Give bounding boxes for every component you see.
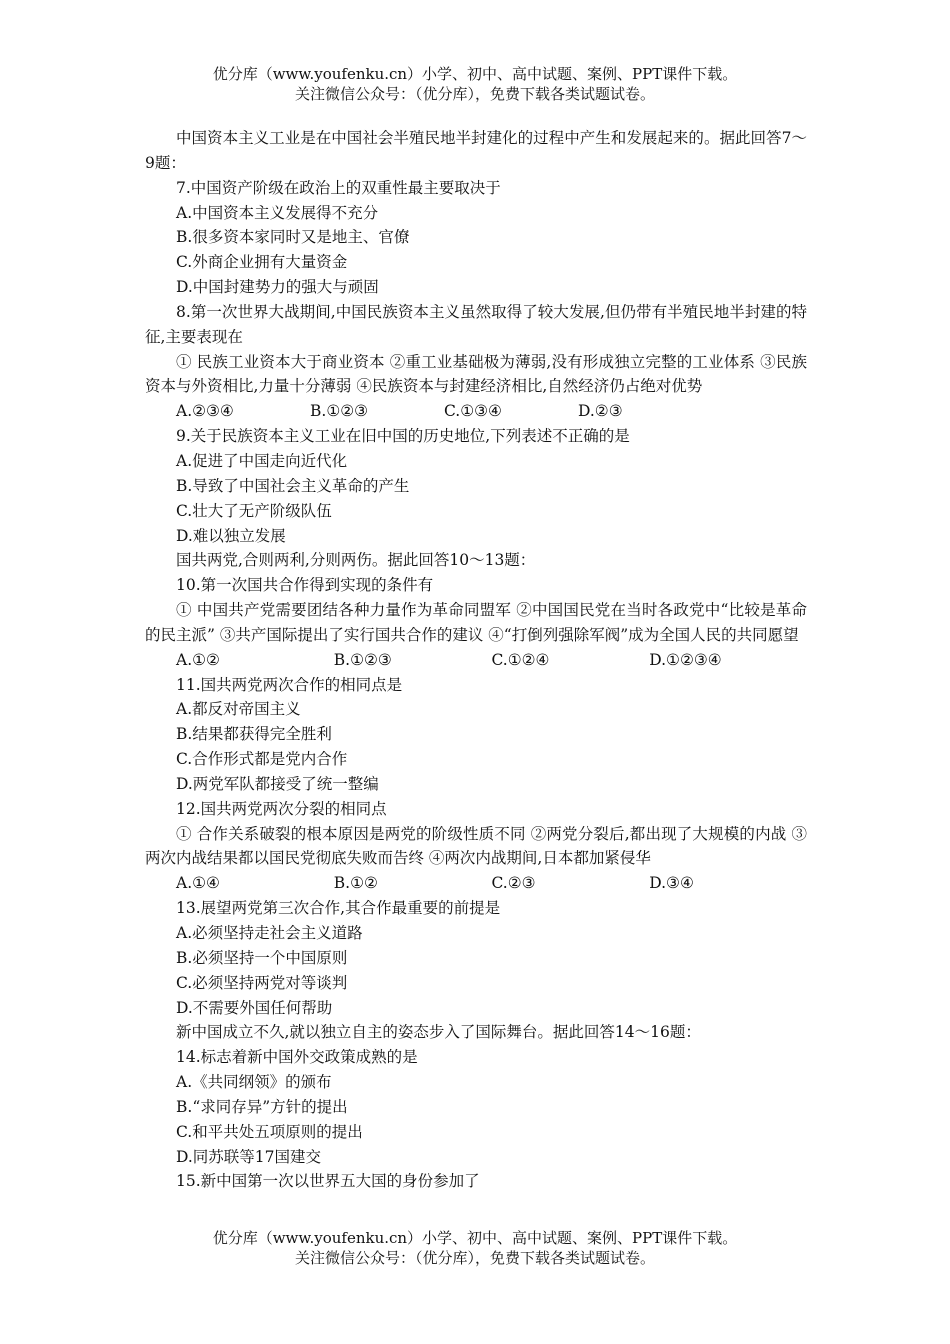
question-8-option-c: C.①③④	[444, 402, 502, 421]
question-14-stem: 14.标志着新中国外交政策成熟的是	[176, 1048, 418, 1067]
question-13-stem: 13.展望两党第三次合作,其合作最重要的前提是	[176, 899, 501, 918]
question-11-stem: 11.国共两党两次合作的相同点是	[176, 675, 403, 694]
footer-line-1: 优分库（www.youfenku.cn）小学、初中、高中试题、案例、PPT课件下载。	[212, 1229, 738, 1247]
question-14-option-b: B.“求同存异”方针的提出	[176, 1097, 348, 1116]
intro-7-9: 中国资本主义工业是在中国社会半殖民地半封建化的过程中产生和发展起来的。据此回答7～9题：	[145, 129, 807, 172]
question-10-option-d: D.①②③④	[649, 650, 722, 669]
question-10-items: ① 中国共产党需要团结各种力量作为革命同盟军 ②中国国民党在当时各政党中“比较是革命的民主派” ③共产国际提出了实行国共合作的建议 ④“打倒列强除军阀”成为全国人民的共同愿望	[145, 601, 807, 644]
question-10-stem: 10.第一次国共合作得到实现的条件有	[176, 576, 434, 595]
question-11-option-c: C.合作形式都是党内合作	[176, 750, 348, 769]
question-7-option-d: D.中国封建势力的强大与顽固	[176, 278, 379, 297]
question-9-stem: 9.关于民族资本主义工业在旧中国的历史地位,下列表述不正确的是	[176, 427, 630, 446]
question-12-options	[145, 871, 807, 896]
footer-line-2: 关注微信公众号：（优分库），免费下载各类试题试卷。	[294, 1249, 655, 1267]
question-11-option-a: A.都反对帝国主义	[176, 700, 301, 719]
question-8-option-b: B.①②③	[310, 402, 369, 421]
question-14-option-a: A.《共同纲领》的颁布	[176, 1073, 332, 1092]
question-content	[145, 126, 807, 1194]
question-14-option-c: C.和平共处五项原则的提出	[176, 1122, 363, 1141]
question-11-option-d: D.两党军队都接受了统一整编	[176, 774, 379, 793]
question-8-stem: 8.第一次世界大战期间,中国民族资本主义虽然取得了较大发展,但仍带有半殖民地半封建的特征,主要表现在	[145, 302, 807, 346]
question-7-stem: 7.中国资产阶级在政治上的双重性最主要取决于	[176, 178, 501, 197]
question-11-option-b: B.结果都获得完全胜利	[176, 725, 332, 744]
question-14-option-d: D.同苏联等17国建交	[176, 1147, 322, 1166]
question-12-items: ① 合作关系破裂的根本原因是两党的阶级性质不同 ②两党分裂后,都出现了大规模的内战 ③两次内战结果都以国民党彻底失败而告终 ④两次内战期间,日本都加紧侵华	[145, 824, 807, 868]
question-13-option-c: C.必须坚持两党对等谈判	[176, 973, 348, 992]
question-10-option-c: C.①②④	[491, 650, 550, 669]
question-12-option-c: C.②③	[491, 874, 536, 893]
question-15-stem: 15.新中国第一次以世界五大国的身份参加了	[176, 1172, 480, 1191]
question-9-option-c: C.壮大了无产阶级队伍	[176, 501, 332, 520]
question-10-options	[145, 648, 807, 673]
question-13-option-a: A.必须坚持走社会主义道路	[176, 924, 363, 942]
question-7-option-b: B.很多资本家同时又是地主、官僚	[176, 228, 410, 247]
question-9-option-a: A.促进了中国走向近代化	[176, 451, 348, 470]
header-line-2: 关注微信公众号：（优分库），免费下载各类试题试卷。	[294, 85, 655, 103]
question-12-option-b: B.①②	[333, 874, 378, 893]
question-12-option-a: A.①④	[176, 874, 220, 893]
page-header	[0, 64, 950, 104]
question-9-option-b: B.导致了中国社会主义革命的产生	[176, 476, 410, 495]
question-9-option-d: D.难以独立发展	[176, 526, 286, 545]
question-12-stem: 12.国共两党两次分裂的相同点	[176, 799, 387, 818]
intro-14-16: 新中国成立不久,就以独立自主的姿态步入了国际舞台。据此回答14～16题：	[176, 1023, 701, 1042]
question-12-option-d: D.③④	[649, 874, 694, 893]
intro-10-13: 国共两党,合则两利,分则两伤。据此回答10～13题：	[176, 551, 536, 570]
question-8-options	[145, 399, 807, 424]
question-10-option-b: B.①②③	[333, 650, 392, 669]
question-13-option-d: D.不需要外国任何帮助	[176, 998, 333, 1017]
question-8-items: ① 民族工业资本大于商业资本 ②重工业基础极为薄弱,没有形成独立完整的工业体系 ③民族资本与外资相比,力量十分薄弱 ④民族资本与封建经济相比,自然经济仍占绝对优势	[145, 352, 807, 396]
page-footer	[0, 1228, 950, 1268]
question-8-option-d: D.②③	[578, 402, 623, 421]
header-line-1: 优分库（www.youfenku.cn）小学、初中、高中试题、案例、PPT课件下载。	[212, 65, 738, 83]
question-10-option-a: A.①②	[176, 650, 220, 669]
question-13-option-b: B.必须坚持一个中国原则	[176, 948, 348, 967]
question-7-option-c: C.外商企业拥有大量资金	[176, 253, 348, 272]
question-7-option-a: A.中国资本主义发展得不充分	[176, 203, 379, 222]
question-8-option-a: A.②③④	[176, 402, 234, 421]
